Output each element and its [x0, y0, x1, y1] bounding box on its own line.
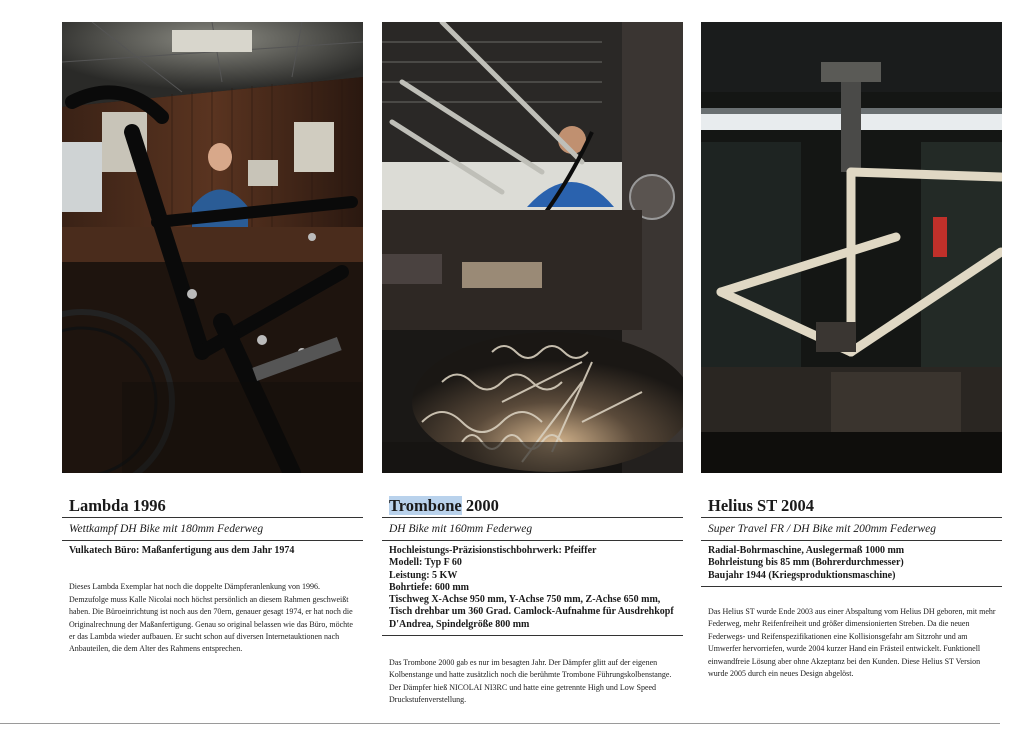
- title-trombone: [382, 495, 683, 517]
- spec-line: Bohrleistung bis 85 mm (Bohrerdurchmesser): [708, 557, 904, 569]
- photo-lambda-office: [62, 22, 363, 473]
- specs-trombone: [382, 541, 683, 635]
- body-lambda: Dieses Lambda Exemplar hat noch die doppelte Dämpferanlenkung von 1996. Demzufolge muss Kalle Nicolai noch höchst persönlich an diesem Rahmen geschweißt haben. Die Büroeinrichtung ist noch aus den 70ern, genauer gesagt 1974, er hat noch die Originalrechnung der Maßanfertigung. Genau so original belassen wie das Büro, möchte er das Lambda wieder aufbauen. Er sucht schon auf diversen Internetauktionen nach Anbauteilen, die dem Alter des Rahmens entsprechen.: [69, 582, 353, 654]
- photo-trombone-drill: [382, 22, 683, 473]
- column-lambda: [62, 22, 363, 656]
- column-trombone: [382, 22, 683, 707]
- column-helius: [701, 22, 1002, 680]
- spec-line: Tischweg X-Achse 950 mm, Y-Achse 750 mm, Z-Achse 650 mm, Tisch drehbar um 360 Grad. Camlock-Aufnahme für Ausdrehkopf D'Andrea, Spindelgröße 800 mm: [389, 594, 674, 630]
- spec-line: Leistung: 5 KW: [389, 569, 458, 581]
- title-trombone-rest: 2000: [461, 496, 499, 515]
- spec-line: Vulkatech Büro: Maßanfertigung aus dem Jahr 1974: [69, 545, 295, 556]
- spec-line: Modell: Typ F 60: [389, 557, 462, 569]
- title-helius: Helius ST 2004: [708, 496, 815, 515]
- photo-helius-illustration: [701, 22, 1002, 473]
- body-helius: Das Helius ST wurde Ende 2003 aus einer Abspaltung vom Helius DH geboren, mit mehr Federweg, mehr Reifenfreiheit und größer dimensionierten Streben. Da die neuen Federwegs- und Reifenspezifikationen eine Kollisionsgefahr am Sitzrohr und am Umwerfer hervorriefen, wurde 2004 kurzer Hand ein Frästeil entwickelt. Funktionell einwandfreie Lösung aber ohne Akzeptanz bei den Kunden. Diese Helius ST Version wurde 2005 durch ein neues Design abgelöst.: [708, 606, 996, 678]
- spec-line: Baujahr 1944 (Kriegsproduktionsmaschine): [708, 569, 896, 581]
- footer-rule: [0, 723, 1000, 724]
- spec-line: Hochleistungs-Präzisionstischbohrwerk: Pfeiffer: [389, 545, 597, 556]
- photo-helius-frame: [701, 22, 1002, 473]
- title-trombone-highlight: Trombone: [389, 496, 462, 515]
- rule: [382, 635, 683, 636]
- rule: [701, 586, 1002, 587]
- spec-line: Bohrtiefe: 600 mm: [389, 581, 469, 593]
- body-trombone: Das Trombone 2000 gab es nur im besagten Jahr. Der Dämpfer glitt auf der eigenen Kolbenstange und hatte zusätzlich noch die berühmte Trombone Führungskolbenstange. Der Dämpfer hieß NICOLAI NI3RC und hatte eine getrennte High und Low Speed Druckstufenverstellung.: [389, 658, 672, 705]
- subtitle-trombone: DH Bike mit 160mm Federweg: [389, 523, 533, 535]
- subtitle-helius: Super Travel FR / DH Bike mit 200mm Federweg: [708, 523, 937, 535]
- spec-line: Radial-Bohrmaschine, Auslegermaß 1000 mm: [708, 545, 905, 556]
- photo-trombone-illustration: [382, 22, 683, 473]
- title-lambda: Lambda 1996: [69, 496, 166, 515]
- subtitle-lambda: Wettkampf DH Bike mit 180mm Federweg: [69, 523, 264, 535]
- specs-lambda: [62, 541, 363, 561]
- photo-lambda-illustration: [62, 22, 363, 473]
- specs-helius: [701, 541, 1002, 586]
